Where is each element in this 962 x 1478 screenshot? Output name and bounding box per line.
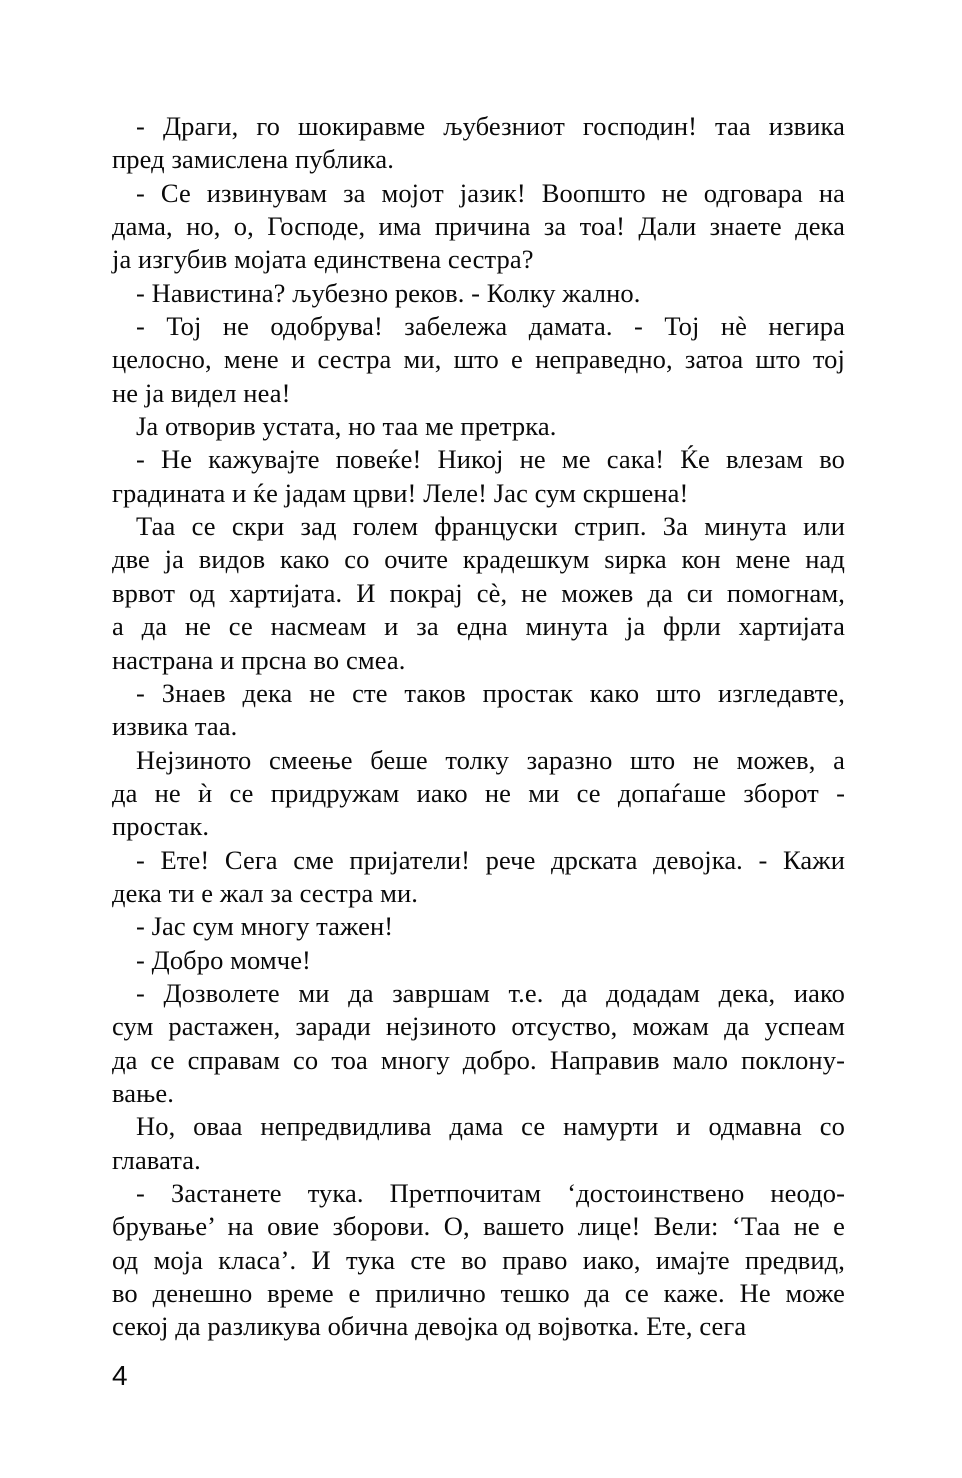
text-line: а да не се насмеам и за една минута ја фрли хартијата <box>112 611 845 642</box>
text-line: - Ете! Сега сме пријатели! рече дрската девојка. - Кажи <box>136 844 845 875</box>
text-line: - Застанете тука. Претпочитам ‘достоинствено неодо- <box>136 1178 845 1208</box>
paragraph <box>112 410 845 443</box>
paragraph <box>112 1110 845 1177</box>
paragraph <box>112 910 845 943</box>
text-line: вање. <box>112 1077 174 1108</box>
text-line: сум растажен, заради нејзиното отсуство, можам да успеам <box>112 1011 845 1042</box>
paragraph <box>112 443 845 510</box>
text-line: - Тој не одобрува! забележа дамата. - Тој нѐ негира <box>136 311 845 342</box>
text-line: - Добро момче! <box>136 944 311 975</box>
paragraph <box>112 677 845 744</box>
paragraph <box>112 944 845 977</box>
text-line: да се справам со тоа многу добро. Направив мало поклону- <box>112 1044 845 1075</box>
text-line: да не ѝ се придружам иако не ми се допаѓаше зборот - <box>112 777 845 808</box>
text-line: ја изгубив мојата единствена сестра? <box>112 244 534 275</box>
text-line: Но, оваа непредвидлива дама се намурти и одмавна со <box>136 1111 845 1142</box>
text-line: - Јас сум многу тажен! <box>136 911 394 942</box>
paragraph <box>112 844 845 911</box>
text-line: во денешно време е прилично тешко да се каже. Не може <box>112 1278 845 1309</box>
text-line: не ја видел неа! <box>112 377 291 408</box>
text-line: Нејзиното смеење беше толку заразно што не можев, а <box>136 744 845 775</box>
text-line: Ја отворив устата, но таа ме претрка. <box>136 411 557 442</box>
text-line: - Се извинувам за мојот јазик! Воопшто не одговара на <box>136 177 845 208</box>
text-line: градината и ќе јадам црви! Леле! Јас сум скршена! <box>112 477 689 508</box>
text-line: дама, но, о, Господе, има причина за тоа! Дали знаете дека <box>112 211 845 242</box>
paragraph <box>112 744 845 844</box>
text-line: целосно, мене и сестра ми, што е неправедно, затоа што тој <box>112 344 845 375</box>
text-line: - Дозволете ми да завршам т.е. да додадам дека, иако <box>136 977 845 1008</box>
text-line: секој да разликува обична девојка од војвотка. Ете, сега <box>112 1311 747 1342</box>
text-line: извика таа. <box>112 711 238 742</box>
paragraph <box>112 977 845 1110</box>
paragraph <box>112 110 845 177</box>
text-line: дека ти е жал за сестра ми. <box>112 877 418 908</box>
text-line: - Драги, го шокиравме љубезниот господин! таа извика <box>136 111 845 141</box>
text-line: простак. <box>112 811 210 842</box>
page-number: 4 <box>112 1360 128 1391</box>
paragraph <box>112 310 845 410</box>
text-line: две ја видов како со очите крадешкум ѕирка кон мене над <box>112 544 845 575</box>
text-line: - Не кажувајте повеќе! Никој не ме сака! Ќе влезам во <box>136 444 845 475</box>
text-line: брување’ на овие зборови. О, вашето лице! Вели: ‘Таа не е <box>112 1211 845 1242</box>
text-block <box>112 110 845 1344</box>
text-line: - Знаев дека не сте таков простак како што изгледавте, <box>136 677 845 708</box>
text-line: врвот од хартијата. И покрај сѐ, не можев да си помогнам, <box>112 577 845 608</box>
text-line: Таа се скри зад голем француски стрип. За минута или <box>136 511 845 542</box>
paragraph <box>112 1177 845 1344</box>
paragraph <box>112 177 845 277</box>
paragraph <box>112 277 845 310</box>
text-line: од моја класа’. И тука сте во право иако, имајте предвид, <box>112 1244 845 1275</box>
text-line: главата. <box>112 1144 201 1175</box>
text-line: - Навистина? љубезно реков. - Колку жално. <box>136 277 641 308</box>
text-line: настрана и прсна во смеа. <box>112 644 406 675</box>
text-line: пред замислена публика. <box>112 144 394 175</box>
paragraph <box>112 510 845 677</box>
